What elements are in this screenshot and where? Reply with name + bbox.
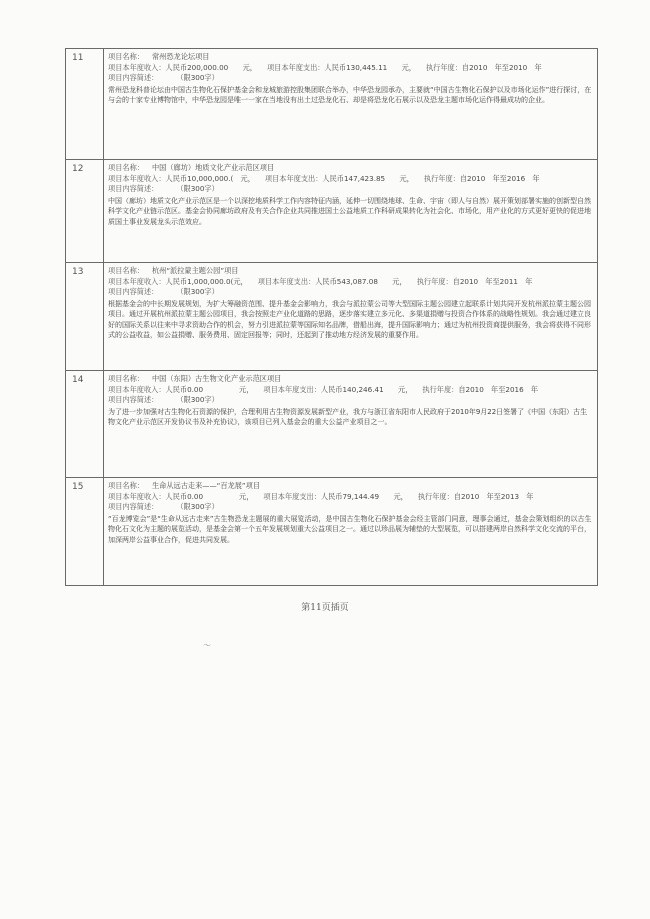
expense-value: 人民币130,445.11 元，: [324, 62, 416, 72]
row-number: 12: [66, 160, 104, 263]
limit-note: （限300字）: [176, 502, 219, 512]
income-value: 人民币0.00 元，: [165, 384, 254, 394]
income-label: 项目本年度收入：: [108, 173, 166, 183]
expense-value: 人民币140,246.41 元，: [320, 384, 413, 394]
page-footer: 第11页插页: [301, 603, 349, 613]
income-value: 人民币0.00 元，: [165, 491, 254, 501]
income-value: 人民币10,000,000.( 元，: [165, 173, 255, 183]
period-label: 执行年度：: [423, 173, 460, 183]
project-cell: [104, 160, 598, 263]
project-cell: [104, 263, 598, 371]
project-cell: [104, 49, 598, 160]
name-label: 项目名称：: [108, 374, 144, 383]
expense-value: 人民币543,087.08 元，: [315, 276, 407, 286]
income-label: 项目本年度收入：: [108, 384, 166, 394]
desc-label: 项目内容简述：: [108, 184, 159, 194]
project-description: 为了进一步加强对古生物化石资源的保护，合理利用古生物资源发展新型产业，我方与浙江省东阳市人民政府于2010年9月22日签署了《中国（东阳）古生物文化产业示范区开发协议书及补充协议》，该项目已列入基金会的重大公益产业项目之一。: [108, 407, 588, 427]
table-row: [66, 478, 598, 586]
limit-note: （限300字）: [176, 73, 219, 83]
project-name: 中国（廊坊）地质文化产业示范区项目: [151, 163, 275, 172]
period-label: 执行年度：: [417, 491, 454, 501]
project-name: 生命从远古走来——“百龙展”项目: [151, 481, 261, 490]
stray-mark: ～: [203, 641, 211, 650]
limit-note: （限300字）: [176, 184, 219, 194]
project-description: 根据基金会的中长期发展规划，为扩大筹融资范围、提升基金会影响力，我会与派拉蒙公司等大型国际主题公园建立起联系计划共同开发杭州派拉蒙主题公园项目。通过开展杭州派拉蒙主题公园项目，我会按照走产业化道路的思路，逐步落实建立多元化、多渠道捐赠与投资合作体系的战略性规划。我会通过建立良好的国际关系以往来中寻求资助合作的机会，努力引进派拉蒙等国际知名品牌，借船出海，提升国际影响力；通过为杭州投资商提供服务，我会将获得不同形式的公益收益，如公益捐赠、服务费用、固定回报等；同时，还起到了推动地方经济发展的重要作用。: [108, 299, 591, 339]
expense-label: 项目本年度支出：: [266, 62, 325, 72]
limit-note: （限300字）: [176, 395, 219, 405]
income-label: 项目本年度收入：: [108, 276, 166, 286]
row-number: 11: [66, 49, 104, 160]
expense-value: 人民币147,423.85 元，: [322, 173, 414, 183]
income-label: 项目本年度收入：: [108, 491, 166, 501]
project-description: “百龙博览会”是“生命从远古走来”古生物恐龙主题展的重大展览活动，是中国古生物化石保护基金会经主管部门同意，理事会通过，基金会策划组织的以古生物化石文化为主题的展览活动，是基金会第一个五年发展规划重大公益项目之一。通过以珍品展为辅垫的大型展览，可以搭建两岸自然科学文化交流的平台，加深两岸公益事业合作，促进共同发展。: [108, 514, 592, 544]
expense-label: 项目本年度支出：: [263, 384, 321, 394]
row-number: 14: [66, 371, 104, 478]
table-row: [66, 49, 598, 160]
expense-label: 项目本年度支出：: [264, 173, 323, 183]
name-label: 项目名称：: [108, 52, 144, 61]
period-value: 自2010 年至2013 年: [453, 491, 534, 501]
row-number: 15: [66, 478, 104, 586]
expense-label: 项目本年度支出：: [263, 491, 321, 501]
period-value: 自2010 年至2010 年: [461, 62, 542, 72]
period-value: 自2010 年至2016 年: [458, 384, 539, 394]
period-value: 自2010 年至2016 年: [459, 173, 540, 183]
income-value: 人民币1,000,000.0(元，: [165, 276, 248, 286]
name-label: 项目名称：: [108, 163, 144, 172]
desc-label: 项目内容简述：: [108, 287, 159, 297]
table-row: [66, 263, 598, 371]
project-name: 杭州“派拉蒙主题公园”项目: [151, 266, 239, 275]
name-label: 项目名称：: [108, 266, 144, 275]
project-description: 中国（廊坊）地质文化产业示范区是一个以深挖地质科学工作内容特征内涵，延伸一切围绕地球、生命、宇宙（即人与自然）展开策划部署实施的创新型自然科学文化产业链示范区。基金会协同廊坊政府及有关合作企业共同推进国土公益地质工作科研成果转化为社会化、市场化，用产业化的方式更好更快的促进地质国土事业发展龙头示范效应。: [108, 196, 591, 226]
table-row: [66, 160, 598, 263]
period-label: 执行年度：: [425, 62, 462, 72]
project-name: 中国（东阳）古生物文化产业示范区项目: [151, 374, 282, 383]
row-number: 13: [66, 263, 104, 371]
project-table: [65, 48, 598, 586]
project-cell: [104, 371, 598, 478]
project-description: 常州恐龙科普论坛由中国古生物化石保护基金会和龙城旅游控股集团联合举办，中华恐龙园承办，主要就“中国古生物化石保护以及市场化运作”进行探讨，在与会的十家专业博物馆中，中华恐龙园是唯一一家在当地没有出土过恐龙化石、却是将恐龙化石展示以及恐龙主题市场化运作得最成功的企业。: [108, 85, 592, 105]
period-value: 自2010 年至2011 年: [452, 276, 533, 286]
period-label: 执行年度：: [422, 384, 459, 394]
desc-label: 项目内容简述：: [108, 502, 159, 512]
project-name: 常州恐龙论坛项目: [151, 52, 210, 61]
desc-label: 项目内容简述：: [108, 73, 159, 83]
expense-label: 项目本年度支出：: [257, 276, 316, 286]
income-value: 人民币200,000.00 元，: [165, 62, 257, 72]
name-label: 项目名称：: [108, 481, 144, 490]
income-label: 项目本年度收入：: [108, 62, 166, 72]
project-cell: [104, 478, 598, 586]
table-row: [66, 371, 598, 478]
desc-label: 项目内容简述：: [108, 395, 159, 405]
expense-value: 人民币79,144.49 元，: [320, 491, 408, 501]
limit-note: （限300字）: [176, 287, 219, 297]
period-label: 执行年度：: [416, 276, 453, 286]
